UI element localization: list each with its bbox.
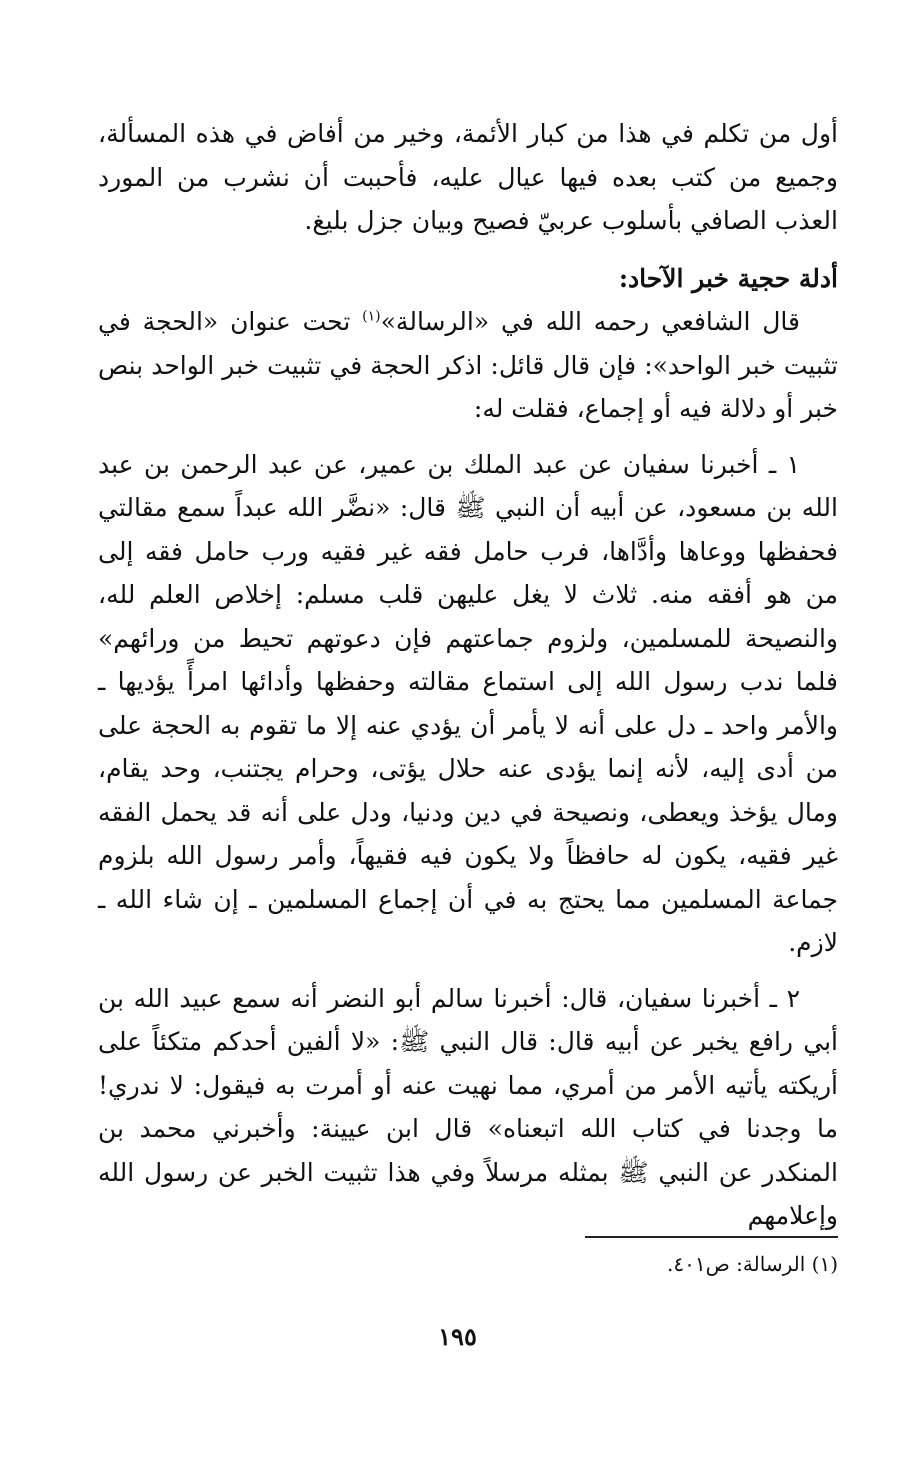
hadith-2-paragraph: ٢ ـ أخبرنا سفيان، قال: أخبرنا سالم أبو النضر أنه سمع عبيد الله بن أبي رافع يخبر عن أبيه قال: قال النبي ﷺ: «لا ألفين أحدكم متكئاً على أريكته يأتيه الأمر من أمري، مما نهيت عنه أو أمرت به فيقول: لا ندري! ما وجدنا في كتاب الله اتبعناه» قال ابن عيينة: وأخبرني محمد بن المنكدر عن النبي ﷺ بمثله مرسلاً وفي هذا تثبيت الخبر عن رسول الله وإعلامهم xyxy=(98,983,838,1230)
shafii-intro-part2: تحت عنوان «الحجة في تثبيت خبر الواحد»: فإن قال قائل: اذكر الحجة في تثبيت خبر الواحد بنص خبر أو دلالة فيه أو إجماع، فقلت له: xyxy=(98,307,838,423)
footnote-marker: (١) xyxy=(362,308,381,325)
page-number: ١٩٥ xyxy=(438,1322,477,1351)
section-heading: أدلة حجية خبر الآحاد: xyxy=(618,263,838,293)
intro-paragraph: أول من تكلم في هذا من كبار الأئمة، وخير من أفاض في هذه المسألة، وجميع من كتب بعده فيها عيال عليه، فأحببت أن نشرب من المورد العذب الصافي بأسلوب عربيّ فصيح وبيان جزل بليغ. xyxy=(98,119,838,235)
footnote-divider xyxy=(585,1236,838,1238)
shafii-intro-part1: قال الشافعي رحمه الله في «الرسالة» xyxy=(380,307,801,336)
footnote: (١) الرسالة: ص٤٠١. xyxy=(667,1252,838,1276)
shafii-intro-paragraph xyxy=(98,300,838,431)
page-body xyxy=(98,112,838,1238)
hadith-1-paragraph: ١ ـ أخبرنا سفيان عن عبد الملك بن عمير، عن عبد الرحمن بن عبد الله بن مسعود، عن أبيه أن النبي ﷺ قال: «نضَّر الله عبداً سمع مقالتي فحفظها ووعاها وأدَّاها، فرب حامل فقه غير فقيه ورب حامل فقه إلى من هو أفقه منه. ثلاث لا يغل عليهن قلب مسلم: إخلاص العلم لله، والنصيحة للمسلمين، ولزوم جماعتهم فإن دعوتهم تحيط من ورائهم» فلما ندب رسول الله إلى استماع مقالته وحفظها وأدائها امرأً يؤديها ـ والأمر واحد ـ دل على أنه لا يأمر أن يؤدي عنه إلا ما تقوم به الحجة على من أدى إليه، لأنه إنما يؤدى عنه حلال يؤتى، وحرام يجتنب، وحد يقام، ومال يؤخذ ويعطى، ونصيحة في دين ودنيا، ودل على أنه قد يحمل الفقه غير فقيه، يكون له حافظاً ولا يكون فيه فقيهاً، وأمر رسول الله بلزوم جماعة المسلمين مما يحتج به في أن إجماع المسلمين ـ إن شاء الله ـ لازم. xyxy=(98,449,838,957)
spacer xyxy=(98,965,838,977)
spacer xyxy=(98,243,838,257)
spacer xyxy=(98,431,838,443)
